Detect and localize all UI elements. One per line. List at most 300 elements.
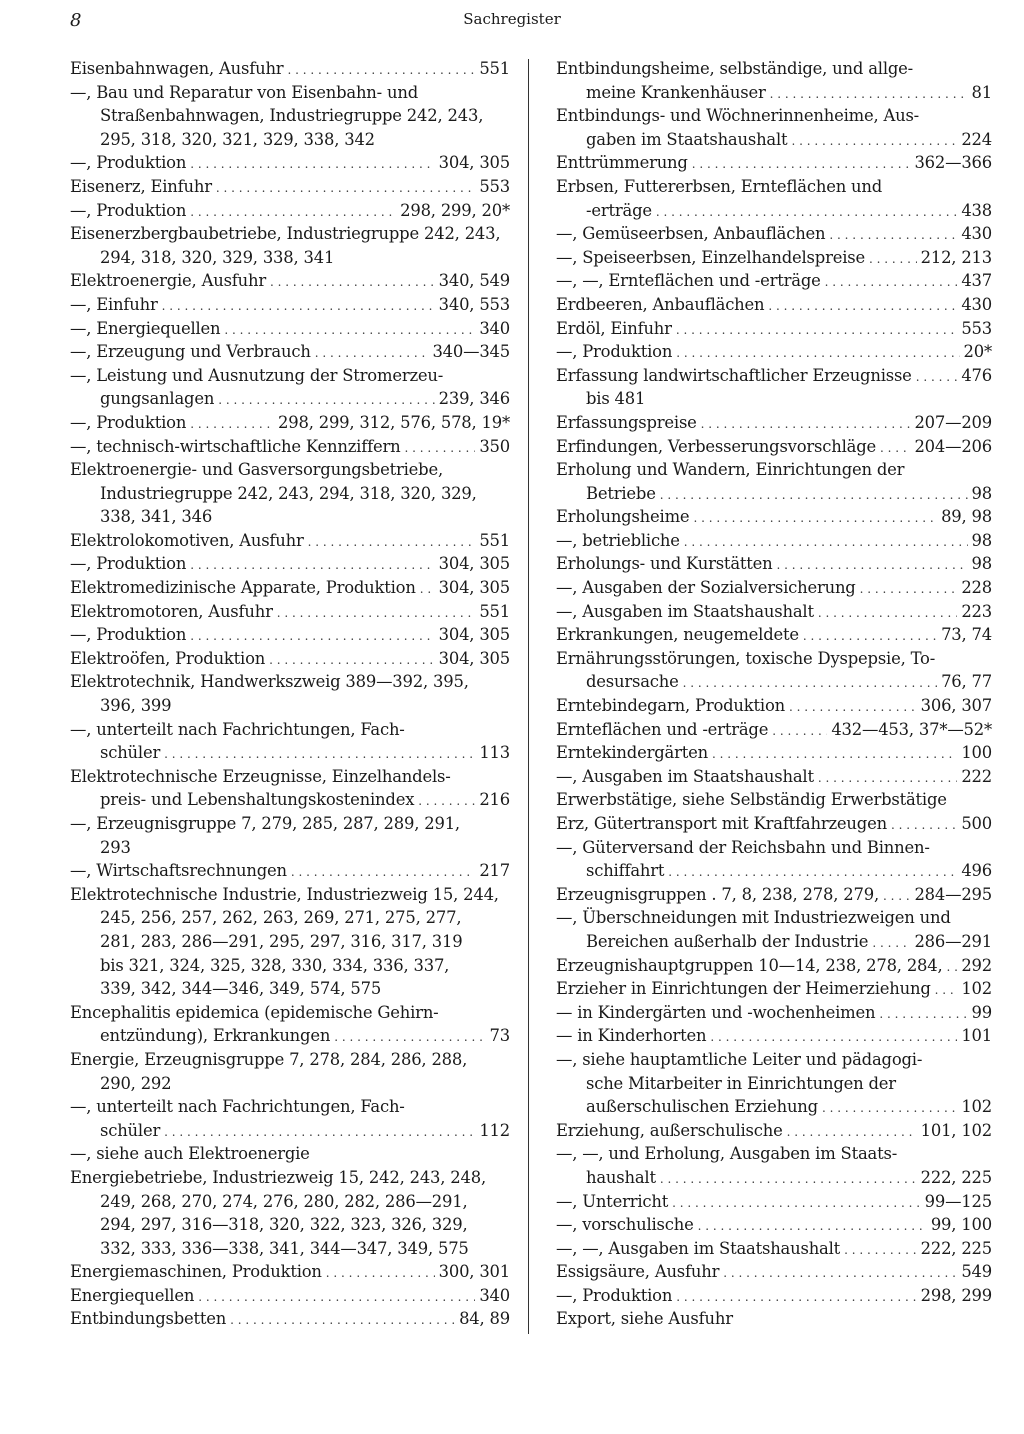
index-entry xyxy=(556,765,992,789)
index-entry: —, unterteilt nach Fachrichtungen, Fach- xyxy=(70,719,405,739)
index-entry xyxy=(556,340,992,364)
entry-term: —, Ausgaben der Sozialversicherung xyxy=(556,578,856,598)
entry-continuation: bis 321, 324, 325, 328, 330, 334, 336, 337, xyxy=(100,955,450,975)
dot-leader xyxy=(883,883,910,909)
index-entry: —, Bau und Reparatur von Eisenbahn- und xyxy=(70,82,419,102)
entry-term: —, Wirtschaftsrechnungen xyxy=(70,861,287,881)
entry-pages: 101 xyxy=(961,1026,992,1046)
index-entry xyxy=(556,1095,992,1119)
entry-pages: 222, 225 xyxy=(920,1238,992,1258)
index-entry: Energiebetriebe, Industriezweig 15, 242, 243, 248, xyxy=(70,1167,487,1187)
entry-pages: 81 xyxy=(971,82,992,102)
index-entry xyxy=(556,741,992,765)
dot-leader xyxy=(947,954,958,980)
index-entry xyxy=(556,529,992,553)
index-entry xyxy=(70,151,510,175)
dot-leader xyxy=(308,529,476,555)
index-entry xyxy=(556,812,992,836)
index-entry xyxy=(556,199,992,223)
dot-leader xyxy=(672,1190,921,1216)
index-entry: —, siehe auch Elektroenergie xyxy=(70,1144,310,1164)
entry-term: Erdbeeren, Anbauflächen xyxy=(556,294,765,314)
entry-pages: 553 xyxy=(961,318,992,338)
entry-continuation: Straßenbahnwagen, Industriegruppe 242, 243, xyxy=(100,106,484,126)
dot-leader xyxy=(803,623,937,649)
dot-leader xyxy=(777,552,968,578)
index-entry xyxy=(70,647,510,671)
entry-term: —, Gemüseerbsen, Anbauflächen xyxy=(556,224,826,244)
entry-pages: 20* xyxy=(963,342,992,362)
entry-term: Erz, Gütertransport mit Kraftfahrzeugen xyxy=(556,814,887,833)
index-entry xyxy=(556,623,992,647)
entry-continuation: 245, 256, 257, 262, 263, 269, 271, 275, 277, xyxy=(100,908,462,928)
entry-pages: 298, 299 xyxy=(920,1285,992,1305)
entry-pages: 99 xyxy=(971,1002,992,1022)
dot-leader xyxy=(891,812,957,838)
index-entry xyxy=(70,1119,510,1143)
entry-continuation: 294, 318, 320, 329, 338, 341 xyxy=(100,247,335,267)
index-entry xyxy=(556,954,992,978)
entry-term: schüler xyxy=(100,1120,161,1140)
entry-term: —, Ausgaben im Staatshaushalt xyxy=(556,766,814,786)
index-entry xyxy=(556,1024,992,1048)
entry-pages: 222, 225 xyxy=(920,1167,992,1187)
index-entry: Erwerbstätige, siehe Selbständig Erwerbstätige xyxy=(556,790,947,810)
entry-pages: 112 xyxy=(479,1120,510,1140)
index-entry: Erbsen, Futtererbsen, Ernteflächen und xyxy=(556,176,883,196)
entry-pages: 84, 89 xyxy=(459,1309,510,1329)
index-entry xyxy=(556,977,992,1001)
entry-continuation: 281, 283, 286—291, 295, 297, 316, 317, 319 xyxy=(100,931,463,951)
index-entry xyxy=(70,1260,510,1284)
index-entry: Eisenerzbergbaubetriebe, Industriegruppe 242, 243, xyxy=(70,224,501,244)
index-entry xyxy=(556,552,992,576)
index-entry xyxy=(556,883,992,907)
dot-leader xyxy=(818,600,957,626)
index-entry xyxy=(556,670,992,694)
entry-pages: 73, 74 xyxy=(941,625,992,645)
index-entry xyxy=(556,435,992,459)
index-entry: Entbindungsheime, selbständige, und allge- xyxy=(556,59,913,78)
entry-pages: 286—291 xyxy=(914,931,992,951)
entry-pages: 304, 305 xyxy=(438,625,510,645)
index-entry xyxy=(556,128,992,152)
dot-leader xyxy=(164,1119,475,1145)
entry-term: Erkrankungen, neugemeldete xyxy=(556,625,799,645)
entry-pages: 73 xyxy=(489,1026,510,1046)
index-entry xyxy=(70,623,510,647)
dot-leader xyxy=(698,1213,927,1239)
dot-leader xyxy=(710,1024,957,1050)
entry-pages: 102 xyxy=(961,1097,992,1117)
dot-leader xyxy=(660,1166,917,1192)
index-entry xyxy=(556,1190,992,1214)
entry-continuation: 339, 342, 344—346, 349, 574, 575 xyxy=(100,979,382,999)
entry-continuation: Industriegruppe 242, 243, 294, 318, 320, 329, xyxy=(100,483,477,503)
index-entry: Entbindungs- und Wöchnerinnenheime, Aus- xyxy=(556,106,920,126)
entry-pages: 432—453, 37*—52* xyxy=(831,719,992,739)
entry-term: Erdöl, Einfuhr xyxy=(556,318,672,338)
entry-term: —, Erzeugung und Verbrauch xyxy=(70,342,311,362)
dot-leader xyxy=(683,670,937,696)
entry-pages: 304, 305 xyxy=(438,578,510,598)
entry-pages: 430 xyxy=(961,224,992,244)
entry-pages: 551 xyxy=(479,530,510,550)
index-entry: Export, siehe Ausfuhr xyxy=(556,1309,733,1329)
entry-term: —, Produktion xyxy=(70,625,187,645)
entry-pages: 340 xyxy=(479,318,510,338)
index-entry: —, Überschneidungen mit Industriezweigen und xyxy=(556,908,951,928)
entry-term: Erholungsheime xyxy=(556,507,690,527)
dot-leader xyxy=(825,269,958,295)
entry-pages: 340, 553 xyxy=(438,294,510,314)
entry-term: preis- und Lebenshaltungskostenindex xyxy=(100,790,415,810)
index-entry xyxy=(70,529,510,553)
entry-term: —, Produktion xyxy=(70,554,187,574)
index-entry xyxy=(556,1001,992,1025)
dot-leader xyxy=(935,977,958,1003)
dot-leader xyxy=(315,340,429,366)
index-entry: —, Erzeugnisgruppe 7, 279, 285, 287, 289, 291, xyxy=(70,814,460,833)
entry-term: Erfassungspreise xyxy=(556,412,697,432)
entry-term: haushalt xyxy=(586,1167,656,1187)
index-entry xyxy=(70,552,510,576)
entry-continuation: 338, 341, 346 xyxy=(100,507,213,527)
index-entry xyxy=(70,387,510,411)
entry-term: —, Unterricht xyxy=(556,1191,669,1211)
index-entry xyxy=(70,435,510,459)
index-entry xyxy=(70,741,510,765)
entry-term: Eisenbahnwagen, Ausfuhr xyxy=(70,59,284,78)
entry-pages: 500 xyxy=(961,814,992,833)
entry-pages: 300, 301 xyxy=(438,1262,510,1282)
entry-continuation: 294, 297, 316—318, 320, 322, 323, 326, 329, xyxy=(100,1215,468,1235)
entry-pages: 430 xyxy=(961,294,992,314)
dot-leader xyxy=(668,859,957,885)
index-entry xyxy=(556,1213,992,1237)
dot-leader xyxy=(701,411,911,437)
dot-leader xyxy=(269,647,435,673)
entry-continuation: bis 481 xyxy=(586,389,646,409)
dot-leader xyxy=(198,1284,475,1310)
entry-term: —, Ausgaben im Staatshaushalt xyxy=(556,601,814,621)
index-entry: —, siehe hauptamtliche Leiter und pädagogi- xyxy=(556,1049,923,1069)
entry-term: schüler xyxy=(100,743,161,763)
dot-leader xyxy=(712,741,957,767)
index-entry xyxy=(556,859,992,883)
index-entry xyxy=(556,269,992,293)
entry-term: Elektroöfen, Produktion xyxy=(70,648,266,668)
index-entry xyxy=(70,175,510,199)
entry-term: gaben im Staatshaushalt xyxy=(586,129,788,149)
index-entry xyxy=(556,317,992,341)
entry-term: — in Kindergärten und -wochenheimen xyxy=(556,1002,876,1022)
column-divider xyxy=(528,59,529,1334)
entry-term: Elektrolokomotiven, Ausfuhr xyxy=(70,530,304,550)
index-entry xyxy=(556,930,992,954)
entry-term: —, Energiequellen xyxy=(70,318,221,338)
entry-term: —, betriebliche xyxy=(556,530,680,550)
entry-term: —, vorschulische xyxy=(556,1215,694,1235)
index-entry xyxy=(556,293,992,317)
dot-leader xyxy=(872,930,910,956)
entry-term: Erfassung landwirtschaftlicher Erzeugnisse xyxy=(556,365,912,385)
index-entry xyxy=(70,576,510,600)
entry-continuation: sche Mitarbeiter in Einrichtungen der xyxy=(586,1073,896,1093)
dot-leader xyxy=(818,765,957,791)
entry-pages: 98 xyxy=(971,483,992,503)
entry-continuation: 249, 268, 270, 274, 276, 280, 282, 286—291, xyxy=(100,1191,468,1211)
entry-pages: 340, 549 xyxy=(438,271,510,291)
dot-leader xyxy=(291,859,475,885)
dot-leader xyxy=(791,128,957,154)
entry-pages: 101, 102 xyxy=(920,1120,992,1140)
index-entry xyxy=(556,482,992,506)
index-entry: Encephalitis epidemica (epidemische Gehirn- xyxy=(70,1002,439,1022)
entry-pages: 476 xyxy=(961,365,992,385)
index-entry xyxy=(556,576,992,600)
index-entry xyxy=(70,1024,510,1048)
entry-term: Entbindungsbetten xyxy=(70,1309,227,1329)
index-entry xyxy=(556,1260,992,1284)
entry-pages: 304, 305 xyxy=(438,648,510,668)
index-entry: —, Güterversand der Reichsbahn und Binnen- xyxy=(556,837,930,857)
entry-term: —, technisch-wirtschaftliche Kennziffern xyxy=(70,436,401,456)
entry-pages: 217 xyxy=(479,861,510,881)
dot-leader xyxy=(190,623,434,649)
index-entry: Energie, Erzeugnisgruppe 7, 278, 284, 286, 288, xyxy=(70,1049,468,1069)
entry-pages: 304, 305 xyxy=(438,153,510,173)
entry-pages: 298, 299, 312, 576, 578, 19* xyxy=(278,412,510,432)
entry-term: Essigsäure, Ausfuhr xyxy=(556,1262,720,1282)
entry-pages: 100 xyxy=(961,743,992,763)
entry-pages: 496 xyxy=(961,861,992,881)
entry-term: Erholungs- und Kurstätten xyxy=(556,554,773,574)
entry-continuation: 396, 399 xyxy=(100,696,172,716)
entry-term: Bereichen außerhalb der Industrie xyxy=(586,931,869,951)
index-entry xyxy=(70,317,510,341)
entry-term: meine Krankenhäuser xyxy=(586,82,766,102)
entry-pages: 89, 98 xyxy=(941,507,992,527)
entry-pages: 98 xyxy=(971,554,992,574)
dot-leader xyxy=(916,364,958,390)
index-entry xyxy=(556,505,992,529)
entry-term: Erfindungen, Verbesserungsvorschläge xyxy=(556,436,876,456)
entry-pages: 212, 213 xyxy=(920,247,992,267)
index-entry xyxy=(556,718,992,742)
entry-term: Erzeugnishauptgruppen 10—14, 238, 278, 284, xyxy=(556,955,943,975)
entry-term: —, —, Ausgaben im Staatshaushalt xyxy=(556,1238,841,1258)
entry-pages: 98 xyxy=(971,530,992,550)
entry-term: Elektroenergie, Ausfuhr xyxy=(70,271,266,291)
index-entry xyxy=(556,1119,992,1143)
entry-term: —, Produktion xyxy=(70,412,187,432)
entry-pages: 76, 77 xyxy=(941,672,992,692)
entry-pages: 228 xyxy=(961,578,992,598)
entry-pages: 304, 305 xyxy=(438,554,510,574)
entry-pages: 553 xyxy=(479,176,510,196)
entry-pages: 551 xyxy=(479,59,510,78)
dot-leader xyxy=(879,1001,967,1027)
entry-pages: 298, 299, 20* xyxy=(400,200,510,220)
entry-term: Elektromotoren, Ausfuhr xyxy=(70,601,273,621)
entry-pages: 99, 100 xyxy=(930,1215,992,1235)
index-entry xyxy=(556,222,992,246)
dot-leader xyxy=(787,1119,917,1145)
index-entry xyxy=(70,1307,510,1331)
index-entry: —, unterteilt nach Fachrichtungen, Fach- xyxy=(70,1097,405,1117)
dot-leader xyxy=(829,222,957,248)
index-entry: Elektrotechnische Erzeugnisse, Einzelhandels- xyxy=(70,766,451,786)
dot-leader xyxy=(164,741,475,767)
index-entry xyxy=(70,411,510,435)
dot-leader xyxy=(420,576,435,602)
entry-continuation: 293 xyxy=(100,837,131,857)
entry-term: —, Produktion xyxy=(556,1285,673,1305)
index-entry xyxy=(556,600,992,624)
index-entry xyxy=(556,1237,992,1261)
index-entry xyxy=(70,57,510,81)
entry-pages: 102 xyxy=(961,979,992,999)
dot-leader xyxy=(860,576,958,602)
entry-pages: 224 xyxy=(961,129,992,149)
entry-pages: 223 xyxy=(961,601,992,621)
dot-leader xyxy=(770,81,968,107)
index-entry: Elektroenergie- und Gasversorgungsbetriebe, xyxy=(70,460,443,480)
index-entry xyxy=(556,364,992,388)
dot-leader xyxy=(277,600,476,626)
entry-term: Erzieher in Einrichtungen der Heimerziehung xyxy=(556,979,931,999)
index-column-left xyxy=(70,57,510,1331)
index-entry xyxy=(556,694,992,718)
entry-pages: 207—209 xyxy=(914,412,992,432)
index-entry xyxy=(70,340,510,364)
entry-term: gungsanlagen xyxy=(100,389,215,409)
entry-term: Energiemaschinen, Produktion xyxy=(70,1262,322,1282)
entry-pages: 362—366 xyxy=(914,153,992,173)
dot-leader xyxy=(676,1284,916,1310)
index-entry xyxy=(556,1284,992,1308)
index-entry xyxy=(556,246,992,270)
entry-term: Erziehung, außerschulische xyxy=(556,1120,783,1140)
entry-term: -erträge xyxy=(586,200,652,220)
entry-pages: 99—125 xyxy=(924,1191,992,1211)
entry-continuation: 290, 292 xyxy=(100,1073,172,1093)
dot-leader xyxy=(660,482,968,508)
entry-term: Ernteflächen und -erträge xyxy=(556,719,769,739)
dot-leader xyxy=(822,1095,957,1121)
dot-leader xyxy=(224,317,475,343)
index-entry xyxy=(556,411,992,435)
entry-pages: 284—295 xyxy=(914,884,992,904)
entry-pages: 306, 307 xyxy=(920,696,992,716)
entry-continuation: 332, 333, 336—338, 341, 344—347, 349, 575 xyxy=(100,1238,469,1258)
entry-term: — in Kinderhorten xyxy=(556,1026,707,1046)
dot-leader xyxy=(190,411,274,437)
dot-leader xyxy=(789,694,917,720)
dot-leader xyxy=(216,175,475,201)
index-entry xyxy=(556,81,992,105)
entry-term: —, Speiseerbsen, Einzelhandelspreise xyxy=(556,247,865,267)
index-entry xyxy=(70,293,510,317)
entry-pages: 239, 346 xyxy=(438,389,510,409)
dot-leader xyxy=(230,1307,455,1333)
dot-leader xyxy=(287,57,475,83)
index-entry xyxy=(70,600,510,624)
entry-pages: 551 xyxy=(479,601,510,621)
dot-leader xyxy=(404,435,475,461)
entry-pages: 204—206 xyxy=(914,436,992,456)
entry-pages: 549 xyxy=(961,1262,992,1282)
index-column-right xyxy=(556,57,992,1331)
index-entry: —, —, und Erholung, Ausgaben im Staats- xyxy=(556,1144,898,1164)
dot-leader xyxy=(326,1260,435,1286)
dot-leader xyxy=(418,788,475,814)
entry-pages: 222 xyxy=(961,766,992,786)
index-entry xyxy=(70,199,510,223)
entry-term: Betriebe xyxy=(586,483,656,503)
entry-pages: 216 xyxy=(479,790,510,810)
entry-term: Eisenerz, Einfuhr xyxy=(70,176,212,196)
entry-pages: 292 xyxy=(961,955,992,975)
entry-term: Erntekindergärten xyxy=(556,743,708,763)
dot-leader xyxy=(190,199,396,225)
dot-leader xyxy=(880,435,910,461)
dot-leader xyxy=(676,317,958,343)
dot-leader xyxy=(190,552,434,578)
index-entry xyxy=(70,859,510,883)
index-entry xyxy=(556,151,992,175)
entry-term: —, —, Ernteflächen und -erträge xyxy=(556,271,821,291)
dot-leader xyxy=(768,293,957,319)
index-entry: Erholung und Wandern, Einrichtungen der xyxy=(556,460,905,480)
index-entry: Elektrotechnische Industrie, Industriezweig 15, 244, xyxy=(70,884,499,904)
dot-leader xyxy=(334,1024,485,1050)
dot-leader xyxy=(656,199,957,225)
entry-pages: 340 xyxy=(479,1285,510,1305)
index-entry: Ernährungsstörungen, toxische Dyspepsie, To- xyxy=(556,648,936,668)
entry-term: desursache xyxy=(586,672,679,692)
entry-term: Erntebindegarn, Produktion xyxy=(556,696,785,716)
entry-term: schiffahrt xyxy=(586,861,665,881)
entry-pages: 438 xyxy=(961,200,992,220)
entry-term: außerschulischen Erziehung xyxy=(586,1097,818,1117)
entry-term: —, Einfuhr xyxy=(70,294,158,314)
entry-pages: 350 xyxy=(479,436,510,456)
dot-leader xyxy=(772,718,827,744)
entry-term: —, Produktion xyxy=(70,153,187,173)
index-entry: Elektrotechnik, Handwerkszweig 389—392, 395, xyxy=(70,672,469,692)
dot-leader xyxy=(869,246,917,272)
dot-leader xyxy=(676,340,959,366)
dot-leader xyxy=(692,151,911,177)
entry-term: Energiequellen xyxy=(70,1285,195,1305)
index-entry xyxy=(556,1166,992,1190)
entry-term: Elektromedizinische Apparate, Produktion xyxy=(70,578,416,598)
running-header: Sachregister xyxy=(463,10,561,28)
entry-pages: 340—345 xyxy=(432,342,510,362)
dot-leader xyxy=(684,529,968,555)
index-entry xyxy=(70,1284,510,1308)
page-number: 8 xyxy=(70,10,82,31)
dot-leader xyxy=(844,1237,917,1263)
entry-pages: 113 xyxy=(479,743,510,763)
dot-leader xyxy=(190,151,434,177)
dot-leader xyxy=(162,293,435,319)
entry-term: Erzeugnisgruppen . 7, 8, 238, 278, 279, xyxy=(556,884,879,904)
entry-term: —, Produktion xyxy=(556,342,673,362)
dot-leader xyxy=(218,387,434,413)
